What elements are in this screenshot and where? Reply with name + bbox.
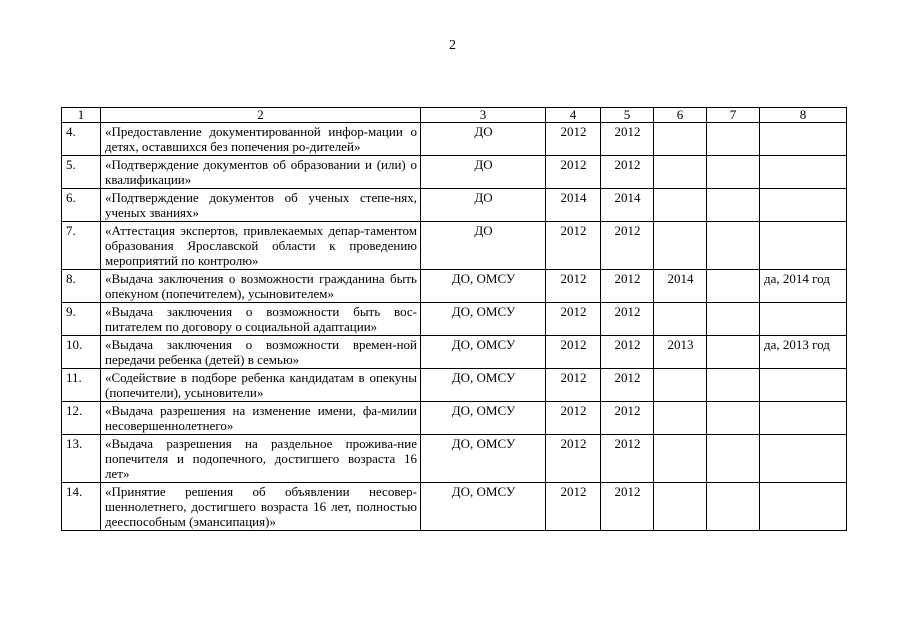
year-col-7 xyxy=(707,435,760,483)
note-col-8 xyxy=(760,303,847,336)
table-header-row xyxy=(62,108,847,123)
year-col-6 xyxy=(654,483,707,531)
row-number: 12. xyxy=(62,402,101,435)
column-header: 6 xyxy=(654,108,707,123)
note-col-8: да, 2014 год xyxy=(760,270,847,303)
year-col-5: 2012 xyxy=(601,483,654,531)
service-name: «Выдача разрешения на изменение имени, фа-милии несовершеннолетнего» xyxy=(101,402,421,435)
row-number: 7. xyxy=(62,222,101,270)
service-name: «Выдача заключения о возможности быть вос-питателем по договору о социальной адаптации» xyxy=(101,303,421,336)
column-header: 2 xyxy=(101,108,421,123)
year-col-4: 2012 xyxy=(546,435,601,483)
year-col-6 xyxy=(654,123,707,156)
service-name: «Выдача заключения о возможности времен-ной передачи ребенка (детей) в семью» xyxy=(101,336,421,369)
responsible-body: ДО, ОМСУ xyxy=(421,402,546,435)
year-col-6 xyxy=(654,156,707,189)
service-name: «Выдача заключения о возможности гражданина быть опекуном (попечителем), усыновителем» xyxy=(101,270,421,303)
table-body xyxy=(62,123,847,531)
row-number: 5. xyxy=(62,156,101,189)
service-name: «Подтверждение документов об образовании и (или) о квалификации» xyxy=(101,156,421,189)
year-col-4: 2012 xyxy=(546,270,601,303)
column-header: 4 xyxy=(546,108,601,123)
year-col-5: 2012 xyxy=(601,402,654,435)
responsible-body: ДО, ОМСУ xyxy=(421,483,546,531)
service-name: «Предоставление документированной инфор-мации о детях, оставшихся без попечения ро-дителей» xyxy=(101,123,421,156)
year-col-4: 2012 xyxy=(546,369,601,402)
row-number: 6. xyxy=(62,189,101,222)
year-col-7 xyxy=(707,156,760,189)
year-col-4: 2012 xyxy=(546,336,601,369)
year-col-4: 2012 xyxy=(546,156,601,189)
table-row xyxy=(62,123,847,156)
year-col-6 xyxy=(654,222,707,270)
note-col-8 xyxy=(760,402,847,435)
services-table xyxy=(61,107,847,531)
year-col-5: 2012 xyxy=(601,222,654,270)
column-header: 8 xyxy=(760,108,847,123)
year-col-4: 2012 xyxy=(546,402,601,435)
table-row xyxy=(62,369,847,402)
year-col-5: 2012 xyxy=(601,369,654,402)
year-col-6 xyxy=(654,303,707,336)
year-col-4: 2012 xyxy=(546,123,601,156)
service-name: «Принятие решения об объявлении несовер-шеннолетнего, достигшего возраста 16 лет, полностью дееспособным (эмансипация)» xyxy=(101,483,421,531)
year-col-6: 2013 xyxy=(654,336,707,369)
row-number: 10. xyxy=(62,336,101,369)
responsible-body: ДО xyxy=(421,123,546,156)
year-col-4: 2012 xyxy=(546,483,601,531)
year-col-7 xyxy=(707,336,760,369)
table-row xyxy=(62,483,847,531)
responsible-body: ДО xyxy=(421,189,546,222)
service-name: «Выдача разрешения на раздельное прожива-ние попечителя и подопечного, достигшего возраста 16 лет» xyxy=(101,435,421,483)
year-col-7 xyxy=(707,189,760,222)
responsible-body: ДО, ОМСУ xyxy=(421,369,546,402)
year-col-6 xyxy=(654,402,707,435)
table-row xyxy=(62,303,847,336)
column-header: 1 xyxy=(62,108,101,123)
year-col-6 xyxy=(654,435,707,483)
year-col-7 xyxy=(707,303,760,336)
year-col-7 xyxy=(707,222,760,270)
year-col-4: 2014 xyxy=(546,189,601,222)
note-col-8 xyxy=(760,222,847,270)
row-number: 8. xyxy=(62,270,101,303)
row-number: 4. xyxy=(62,123,101,156)
note-col-8 xyxy=(760,156,847,189)
year-col-4: 2012 xyxy=(546,303,601,336)
row-number: 11. xyxy=(62,369,101,402)
service-name: «Подтверждение документов об ученых степе-нях, ученых званиях» xyxy=(101,189,421,222)
table-row xyxy=(62,270,847,303)
table-row xyxy=(62,402,847,435)
responsible-body: ДО xyxy=(421,222,546,270)
year-col-5: 2012 xyxy=(601,303,654,336)
row-number: 13. xyxy=(62,435,101,483)
column-header: 7 xyxy=(707,108,760,123)
year-col-7 xyxy=(707,270,760,303)
year-col-5: 2012 xyxy=(601,435,654,483)
responsible-body: ДО, ОМСУ xyxy=(421,435,546,483)
table-row xyxy=(62,222,847,270)
row-number: 9. xyxy=(62,303,101,336)
note-col-8 xyxy=(760,483,847,531)
year-col-5: 2012 xyxy=(601,336,654,369)
year-col-5: 2014 xyxy=(601,189,654,222)
year-col-6 xyxy=(654,369,707,402)
note-col-8 xyxy=(760,369,847,402)
year-col-5: 2012 xyxy=(601,156,654,189)
note-col-8: да, 2013 год xyxy=(760,336,847,369)
year-col-7 xyxy=(707,123,760,156)
note-col-8 xyxy=(760,435,847,483)
responsible-body: ДО, ОМСУ xyxy=(421,303,546,336)
year-col-7 xyxy=(707,369,760,402)
row-number: 14. xyxy=(62,483,101,531)
year-col-5: 2012 xyxy=(601,270,654,303)
note-col-8 xyxy=(760,189,847,222)
service-name: «Аттестация экспертов, привлекаемых депар-таментом образования Ярославской области к проведению мероприятий по контролю» xyxy=(101,222,421,270)
page-number: 2 xyxy=(449,38,456,53)
service-name: «Содействие в подборе ребенка кандидатам в опекуны (попечители), усыновители» xyxy=(101,369,421,402)
year-col-7 xyxy=(707,402,760,435)
column-header: 5 xyxy=(601,108,654,123)
table-row xyxy=(62,156,847,189)
responsible-body: ДО xyxy=(421,156,546,189)
year-col-7 xyxy=(707,483,760,531)
table-row xyxy=(62,189,847,222)
note-col-8 xyxy=(760,123,847,156)
year-col-5: 2012 xyxy=(601,123,654,156)
year-col-4: 2012 xyxy=(546,222,601,270)
year-col-6: 2014 xyxy=(654,270,707,303)
year-col-6 xyxy=(654,189,707,222)
column-header: 3 xyxy=(421,108,546,123)
table-row xyxy=(62,435,847,483)
responsible-body: ДО, ОМСУ xyxy=(421,270,546,303)
responsible-body: ДО, ОМСУ xyxy=(421,336,546,369)
table-row xyxy=(62,336,847,369)
